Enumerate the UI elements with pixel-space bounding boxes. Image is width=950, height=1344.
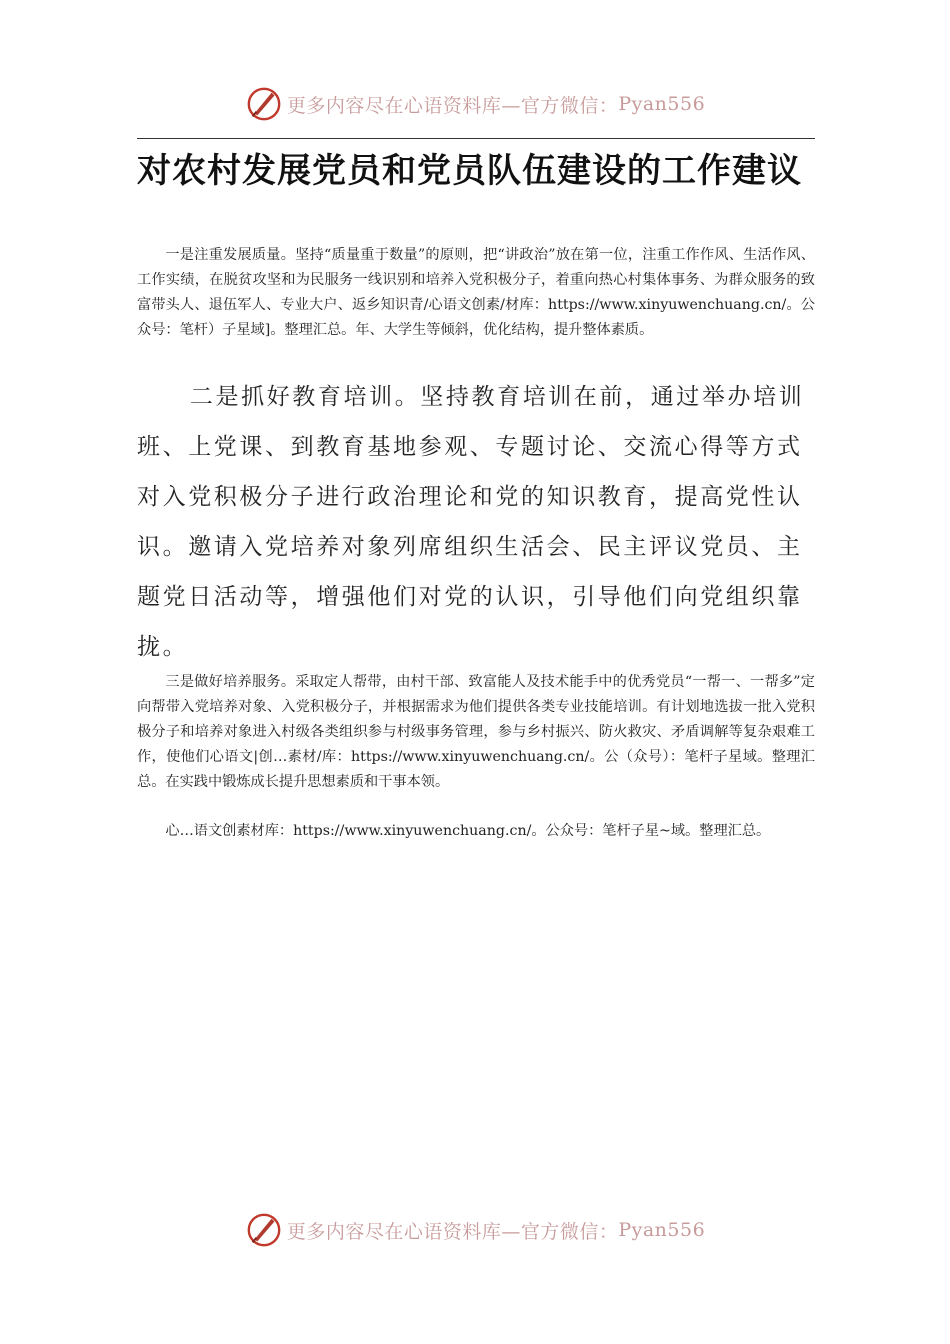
title-divider bbox=[137, 138, 815, 139]
banner-text: 更多内容尽在心语资料库—官方微信： bbox=[286, 94, 619, 117]
paragraph-3: 三是做好培养服务。采取定人帮带，由村干部、致富能人及技术能手中的优秀党员“一帮一、一帮多”定向帮带入党培养对象、入党积极分子，并根据需求为他们提供各类专业技能培训。有计划地选拔一批入党积极分子和培养对象进入村级各类组织参与村级事务管理，参与乡村振兴、防火救灾、矛盾调解等复杂艰难工作，使他们心语文|创…素材/库：https://www.xinyuwenchuang.cn/。公（众号）：笔杆子星域。整理汇总。在实践中锻炼成长提升思想素质和干事本领。 bbox=[137, 674, 815, 790]
banner-wechat-id: Pyan556 bbox=[618, 93, 706, 115]
paragraph-2: 二是抓好教育培训。坚持教育培训在前，通过举办培训班、上党课、到教育基地参观、专题讨论、交流心得等方式对入党积极分子进行政治理论和党的知识教育，提高党性认识。邀请入党培养对象列席组织生活会、民主评议党员、主题党日活动等，增强他们对党的认识，引导他们向党组织靠拢。 bbox=[137, 384, 805, 660]
footer-banner bbox=[0, 1208, 950, 1252]
paragraph-1: 一是注重发展质量。坚持“质量重于数量”的原则，把“讲政治”放在第一位，注重工作作风、生活作风、工作实绩，在脱贫攻坚和为民服务一线识别和培养入党积极分子，着重向热心村集体事务、为群众服务的致富带头人、退伍军人、专业大户、返乡知识青/心语文创素/材库：https://www.xinyuwenchuang.cn/。公众号：笔杆）子星域]。整理汇总。年、大学生等倾斜，优化结构，提升整体素质。 bbox=[137, 247, 815, 338]
quill-logo-icon bbox=[245, 85, 283, 123]
document-title: 对农村发展党员和党员队伍建设的工作建议 bbox=[137, 151, 802, 191]
paragraph-4: 心…语文创素材库：https://www.xinyuwenchuang.cn/。公众号：笔杆子星~域。整理汇总。 bbox=[165, 823, 771, 839]
header-banner bbox=[0, 82, 950, 126]
quill-logo-icon bbox=[245, 1211, 283, 1249]
banner-wechat-id: Pyan556 bbox=[618, 1219, 706, 1241]
banner-text: 更多内容尽在心语资料库—官方微信： bbox=[286, 1220, 619, 1243]
